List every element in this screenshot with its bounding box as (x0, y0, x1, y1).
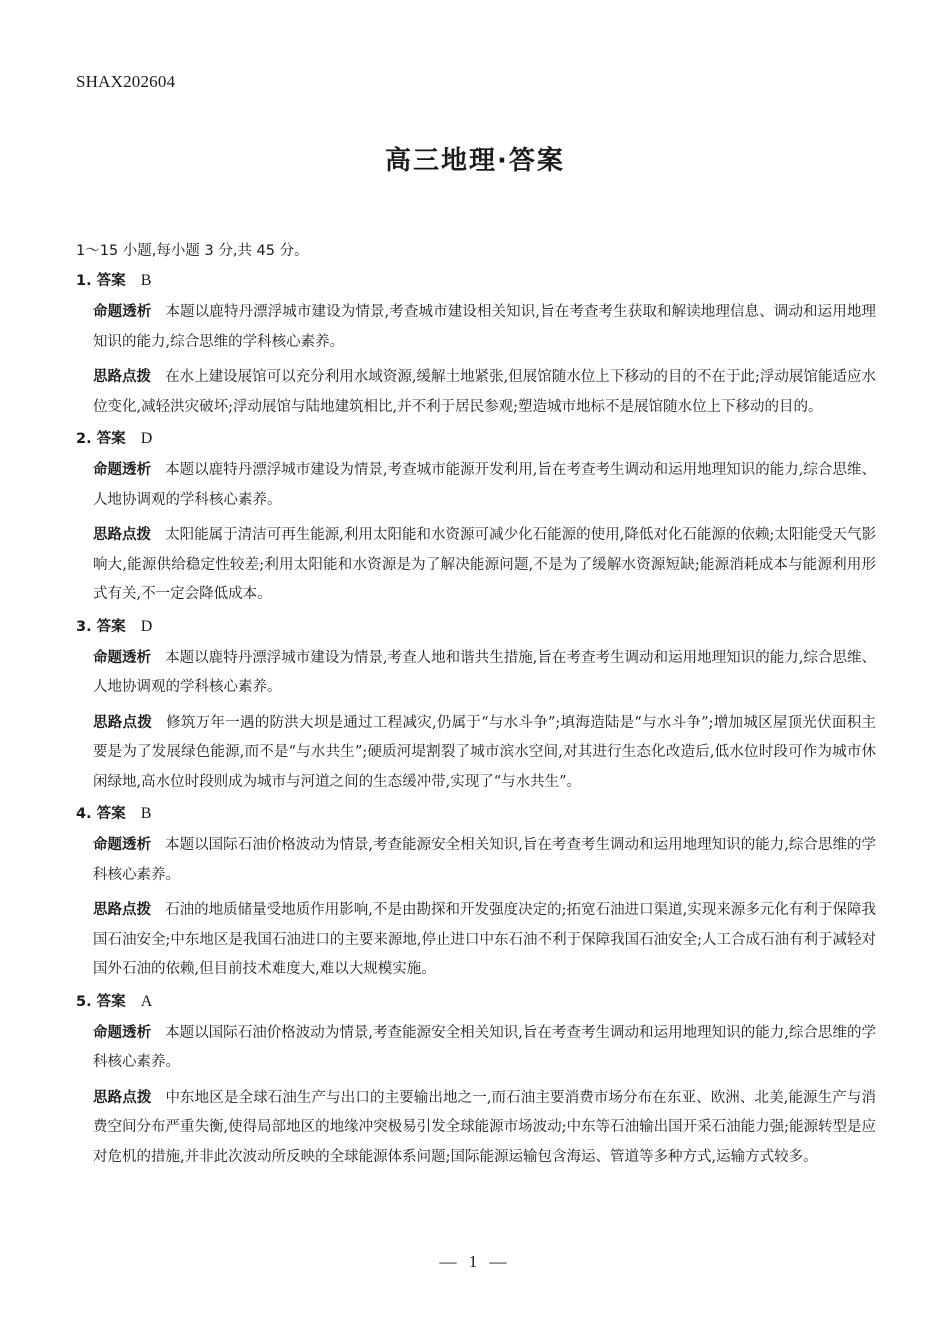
answer-value: B (140, 805, 152, 822)
hint-label: 思路点拨 (93, 527, 152, 543)
question-header (76, 616, 876, 638)
question-item (76, 991, 876, 1173)
insight-label: 命题透析 (93, 837, 152, 853)
insight-label: 命题透析 (93, 462, 152, 478)
insight-text: 本题以鹿特丹漂浮城市建设为情景,考查人地和谐共生措施,旨在考查考生调动和运用地理知识的能力,综合思维、人地协调观的学科核心素养。 (93, 649, 877, 695)
answer-value: D (140, 617, 153, 635)
page-number: — 1 — (439, 1252, 511, 1271)
answer-value: D (140, 430, 153, 447)
hint-paragraph (93, 521, 876, 610)
question-item (76, 616, 876, 798)
hint-label: 思路点拨 (93, 714, 153, 731)
hint-label: 思路点拨 (93, 369, 152, 385)
insight-paragraph (93, 644, 876, 703)
answer-label: 答案 (96, 806, 126, 822)
section-intro: 1～15 小题,每小题 3 分,共 45 分。 (76, 243, 309, 259)
answer-value: A (140, 992, 153, 1010)
insight-text: 本题以国际石油价格波动为情景,考查能源安全相关知识,旨在考查考生调动和运用地理知识的能力,综合思维的学科核心素养。 (93, 837, 877, 883)
answer-value: B (140, 272, 152, 289)
insight-paragraph (93, 456, 876, 515)
hint-paragraph (93, 709, 876, 798)
insight-paragraph (93, 1019, 876, 1078)
answer-label: 答案 (96, 993, 126, 1010)
hint-paragraph (93, 1084, 876, 1173)
question-item (76, 803, 876, 985)
hint-paragraph (93, 363, 876, 422)
answer-label: 答案 (96, 618, 126, 635)
hint-paragraph (93, 896, 876, 985)
question-item (76, 270, 876, 422)
answer-label: 答案 (96, 431, 126, 447)
question-header (76, 803, 876, 825)
question-number: 4. (76, 806, 92, 822)
document-code: SHAX202604 (76, 72, 176, 91)
hint-label: 思路点拨 (93, 1089, 152, 1106)
insight-paragraph (93, 831, 876, 890)
hint-text: 太阳能属于清洁可再生能源,利用太阳能和水资源可减少化石能源的使用,降低对化石能源的依赖;太阳能受天气影响大,能源供给稳定性较差;利用太阳能和水资源是为了解决能源问题,不是为了缓解水资源短缺;能源消耗成本与能源利用形式有关,不一定会降低成本。 (93, 527, 877, 602)
question-number: 1. (76, 273, 92, 289)
insight-text: 本题以国际石油价格波动为情景,考查能源安全相关知识,旨在考查考生调动和运用地理知识的能力,综合思维的学科核心素养。 (93, 1024, 877, 1070)
question-header (76, 991, 876, 1013)
answers-content (76, 240, 876, 1178)
question-number: 3. (76, 618, 92, 635)
hint-text: 石油的地质储量受地质作用影响,不是由勘探和开发强度决定的;拓宽石油进口渠道,实现来源多元化有利于保障我国石油安全;中东地区是我国石油进口的主要来源地,停止进口中东石油不利于保障我国石油安全;人工合成石油有利于减轻对国外石油的依赖,但目前技术难度大,难以大规模实施。 (93, 902, 877, 977)
insight-text: 本题以鹿特丹漂浮城市建设为情景,考查城市建设相关知识,旨在考查考生获取和解读地理信息、调动和运用地理知识的能力,综合思维的学科核心素养。 (93, 304, 876, 350)
question-number: 5. (76, 993, 92, 1010)
hint-text: 修筑万年一遇的防洪大坝是通过工程减灾,仍属于“与水斗争”;填海造陆是“与水斗争”;增加城区屋顶光伏面积主要是为了发展绿色能源,而不是“与水共生”;硬质河堤割裂了城市滨水空间,对其进行生态化改造后,低水位时段可作为城市休闲绿地,高水位时段则成为城市与河道之间的生态缓冲带,实现了“与水共生”。 (93, 714, 876, 790)
insight-text: 本题以鹿特丹漂浮城市建设为情景,考查城市能源开发利用,旨在考查考生调动和运用地理知识的能力,综合思维、人地协调观的学科核心素养。 (93, 462, 877, 508)
hint-text: 在水上建设展馆可以充分利用水域资源,缓解土地紧张,但展馆随水位上下移动的目的不在于此;浮动展馆能适应水位变化,减轻洪灾破坏;浮动展馆与陆地建筑相比,并不利于居民参观;塑造城市地标不是展馆随水位上下移动的目的。 (93, 369, 877, 415)
insight-label: 命题透析 (93, 304, 152, 320)
question-list (76, 270, 876, 1172)
hint-label: 思路点拨 (93, 902, 152, 918)
page-title: 高三地理·答案 (385, 146, 565, 176)
question-header (76, 428, 876, 450)
question-item (76, 428, 876, 610)
insight-label: 命题透析 (93, 649, 152, 666)
hint-text: 中东地区是全球石油生产与出口的主要输出地之一,而石油主要消费市场分布在东亚、欧洲、北美,能源生产与消费空间分布严重失衡,使得局部地区的地缘冲突极易引发全球能源市场波动;中东等石油输出国开采石油能力强;能源转型是应对危机的措施,并非此次波动所反映的全球能源体系问题;国际能源运输包含海运、管道等多种方式,运输方式较多。 (93, 1089, 876, 1165)
question-number: 2. (76, 431, 92, 447)
insight-paragraph (93, 298, 876, 357)
answer-label: 答案 (96, 273, 126, 289)
insight-label: 命题透析 (93, 1024, 152, 1041)
question-header (76, 270, 876, 292)
